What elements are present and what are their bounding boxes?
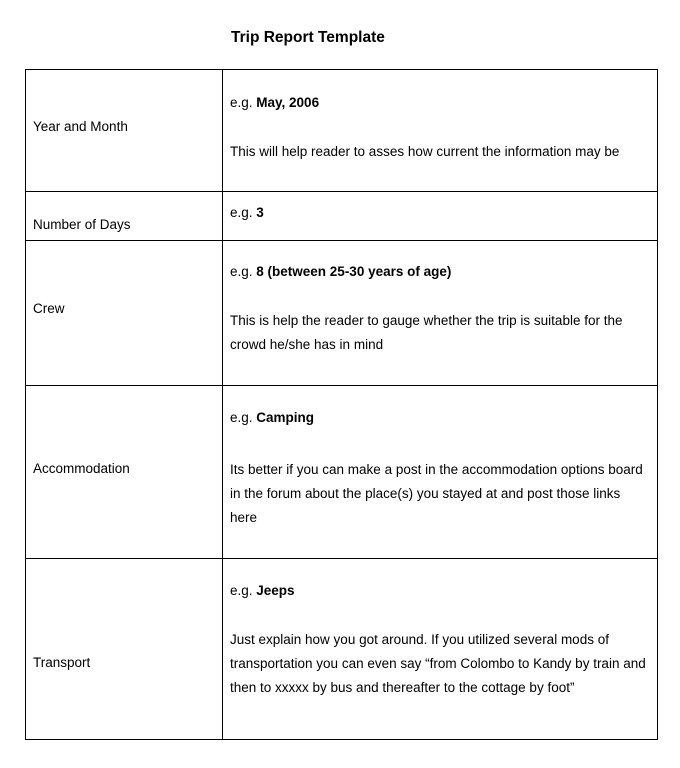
example-line: [230, 579, 649, 603]
row-label-crew: Crew: [33, 301, 65, 316]
example-value: 3: [256, 205, 264, 220]
example-value: May, 2006: [256, 95, 320, 110]
row-label-year-month: Year and Month: [33, 119, 128, 134]
example-line: [230, 406, 649, 430]
row-label-number-of-days: Number of Days: [33, 217, 131, 232]
content-cell: [223, 192, 658, 241]
trip-report-table: [25, 69, 658, 740]
content-cell: [223, 70, 658, 192]
example-prefix: e.g.: [230, 95, 257, 110]
row-description: This is help the reader to gauge whether the trip is suitable for the crowd he/she has in mind: [230, 313, 623, 352]
label-cell: [26, 241, 223, 386]
table-row-crew: [26, 241, 658, 386]
table-row-year-month: [26, 70, 658, 192]
content-cell: [223, 386, 658, 559]
table-row-number-of-days: [26, 192, 658, 241]
content-cell: [223, 559, 658, 740]
example-prefix: e.g.: [230, 410, 257, 425]
table-row-accommodation: [26, 386, 658, 559]
example-line: [230, 91, 649, 115]
document-title: Trip Report Template: [231, 29, 385, 46]
row-description: Just explain how you got around. If you utilized several mods of transportation you can even say “from Colombo to Kandy by train and then to xxxxx by bus and thereafter to the cottage by foot”: [230, 632, 646, 695]
example-prefix: e.g.: [230, 264, 257, 279]
example-value: Jeeps: [256, 583, 295, 598]
label-cell: [26, 70, 223, 192]
row-label-transport: Transport: [33, 655, 91, 670]
example-line: [230, 260, 649, 284]
example-prefix: e.g.: [230, 583, 257, 598]
label-cell: [26, 192, 223, 241]
example-value: Camping: [256, 410, 315, 425]
example-line: [230, 201, 649, 225]
content-cell: [223, 241, 658, 386]
row-label-accommodation: Accommodation: [33, 461, 130, 476]
row-description: Its better if you can make a post in the accommodation options board in the forum about the place(s) you stayed at and post those links here: [230, 462, 643, 525]
example-value: 8 (between 25-30 years of age): [256, 264, 452, 279]
row-description: This will help reader to asses how current the information may be: [230, 144, 620, 159]
example-prefix: e.g.: [230, 205, 257, 220]
label-cell: [26, 386, 223, 559]
table-row-transport: [26, 559, 658, 740]
label-cell: [26, 559, 223, 740]
